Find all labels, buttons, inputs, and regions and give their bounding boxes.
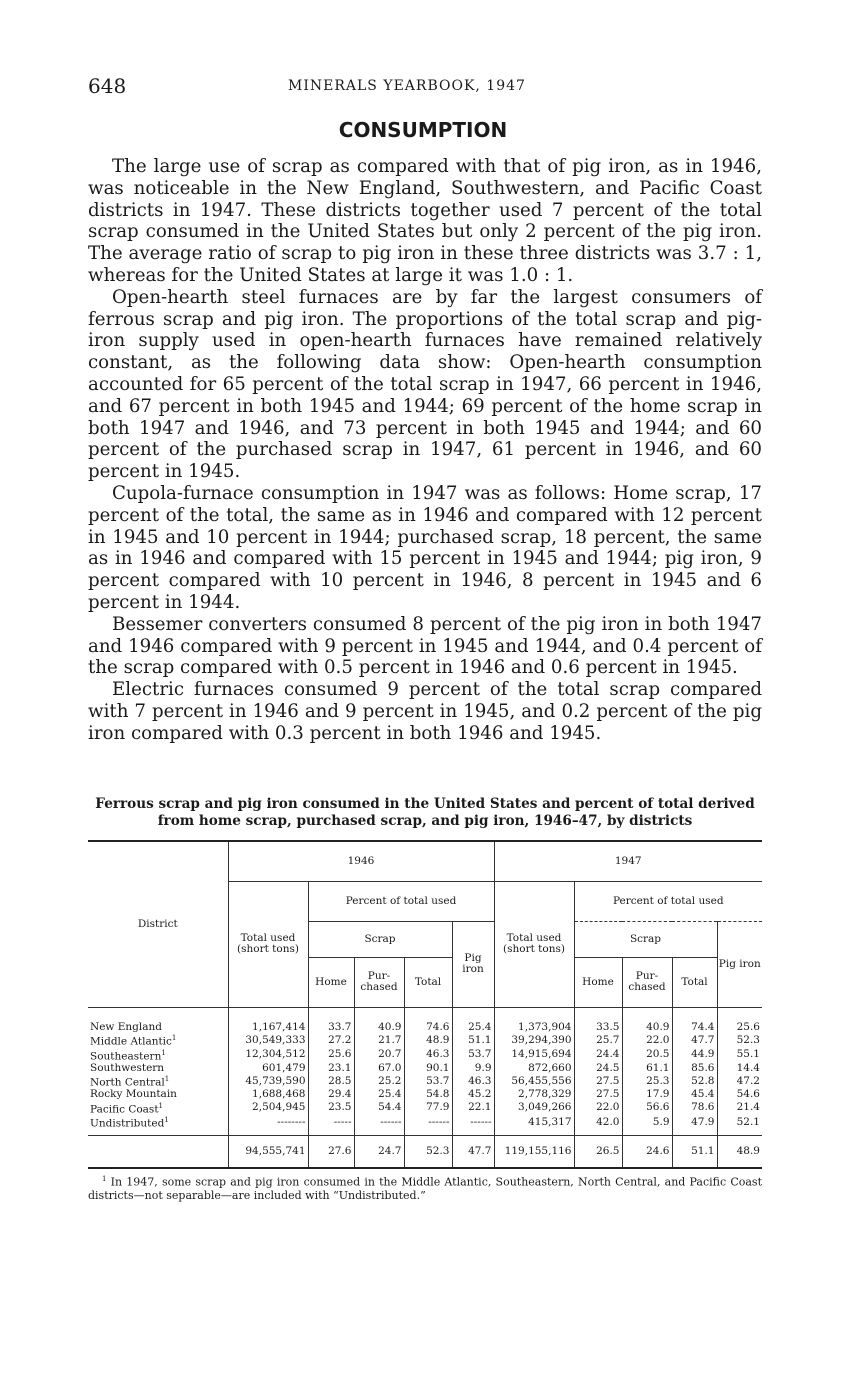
purchased-1946: 67.0 (354, 1062, 404, 1074)
purchased-1946: 24.7 (354, 1136, 404, 1168)
district-name (88, 1074, 228, 1089)
home-1947: 42.0 (574, 1115, 622, 1130)
home-1946: 28.5 (308, 1074, 354, 1089)
pig-iron-1947: 14.4 (717, 1062, 762, 1074)
home-1947: 24.4 (574, 1048, 622, 1063)
table-row (88, 1021, 762, 1033)
column-header-total-used-1946: Total used (short tons) (228, 881, 308, 1007)
pig-iron-1946: 9.9 (452, 1062, 494, 1074)
district-label: Middle Atlantic (90, 1035, 172, 1048)
pig-iron-1947: 55.1 (717, 1048, 762, 1063)
pig-iron-1946: 46.3 (452, 1074, 494, 1089)
total-used-1947: 56,455,556 (494, 1074, 574, 1089)
total-used-1947: 2,778,329 (494, 1089, 574, 1101)
home-1947: 22.0 (574, 1101, 622, 1116)
scrap-total-1947: 78.6 (672, 1101, 717, 1116)
column-header-pig-iron-1947: Pig iron (717, 921, 762, 1007)
district-label: Rocky Mountain (90, 1088, 177, 1100)
paragraph: The large use of scrap as compared with that of pig iron, as in 1946, was noticeable in the New England, Southwestern, and Pacific Coast districts in 1947. These districts together used 7 percent of the total scrap consumed in the United States but only 2 percent of the pig iron. The average ratio of scrap to pig iron in these three districts was 3.7 : 1, whereas for the United States at large it was 1.0 : 1. (88, 156, 762, 286)
home-1946: 25.6 (308, 1048, 354, 1063)
table-body (88, 1007, 762, 1136)
scrap-total-1946: 74.6 (404, 1021, 452, 1033)
total-used-1947: 872,660 (494, 1062, 574, 1074)
column-header-percent-1947: Percent of total used (574, 881, 762, 921)
home-1947: 24.5 (574, 1062, 622, 1074)
district-label: Southeastern (90, 1050, 162, 1062)
pig-iron-1947: 47.2 (717, 1074, 762, 1089)
footnote-ref: 1 (171, 1034, 177, 1042)
table-row (88, 1115, 762, 1130)
body-text (88, 156, 762, 745)
home-1947: 26.5 (574, 1136, 622, 1168)
scrap-total-1947: 44.9 (672, 1048, 717, 1063)
total-used-1946: 1,688,468 (228, 1089, 308, 1101)
pig-iron-1947: 52.3 (717, 1033, 762, 1048)
scrap-total-1946: 90.1 (404, 1062, 452, 1074)
pig-iron-1947: 48.9 (717, 1136, 762, 1168)
paragraph: Electric furnaces consumed 9 percent of the total scrap compared with 7 percent in 1946 and 9 percent in 1945, and 0.2 percent of the pig iron compared with 0.3 percent in both 1946 and 1945. (88, 679, 762, 744)
purchased-1947: 20.5 (622, 1048, 672, 1063)
home-1946: 27.6 (308, 1136, 354, 1168)
purchased-1946: 25.4 (354, 1089, 404, 1101)
table-caption: Ferrous scrap and pig iron consumed in the United States and percent of total derived from home scrap, purchased scrap, and pig iron, 1946–47, by districts (95, 796, 755, 829)
district-label: Undistributed (90, 1117, 165, 1130)
paragraph: Bessemer converters consumed 8 percent of the pig iron in both 1947 and 1946 compared with 9 percent in 1945 and 1944, and 0.4 percent of the scrap compared with 0.5 percent in 1946 and 0.6 percent in 1945. (88, 613, 762, 679)
home-1947: 33.5 (574, 1021, 622, 1033)
section-title: CONSUMPTION (338, 118, 508, 142)
pig-iron-1946: 22.1 (452, 1101, 494, 1116)
column-header-scrap-1947: Scrap (574, 921, 717, 957)
footnote-ref: 1 (164, 1116, 169, 1124)
scrap-total-1947: 51.1 (672, 1136, 717, 1168)
purchased-1947: 17.9 (622, 1089, 672, 1101)
total-used-1947: 119,155,116 (494, 1136, 574, 1168)
scrap-total-1946: 46.3 (404, 1048, 452, 1063)
scrap-total-1946: 77.9 (404, 1101, 452, 1116)
home-1947: 27.5 (574, 1089, 622, 1101)
scrap-total-1947: 74.4 (672, 1021, 717, 1033)
column-header-pig-iron-1946: Pig iron (452, 921, 494, 1007)
district-name (88, 1033, 228, 1048)
total-used-1947: 39,294,390 (494, 1033, 574, 1048)
column-header-home-1947: Home (574, 957, 622, 1007)
home-1947: 25.7 (574, 1033, 622, 1048)
pig-iron-1946: 45.2 (452, 1089, 494, 1101)
purchased-1946: ------ (354, 1115, 404, 1130)
page-header (88, 74, 768, 98)
footnote-ref: 1 (161, 1048, 166, 1057)
total-used-1947: 415,317 (494, 1115, 574, 1130)
table-row (88, 1048, 762, 1063)
home-1946: 23.1 (308, 1062, 354, 1074)
total-used-1946: 601,479 (228, 1062, 308, 1074)
scrap-total-1947: 47.9 (672, 1115, 717, 1130)
column-header-percent-1946: Percent of total used (308, 881, 494, 921)
purchased-1946: 40.9 (354, 1021, 404, 1033)
footnote-ref: 1 (164, 1075, 170, 1083)
pig-iron-1946: 47.7 (452, 1136, 494, 1168)
total-used-1947: 1,373,904 (494, 1021, 574, 1033)
home-1946: 33.7 (308, 1021, 354, 1033)
consumption-table (88, 840, 762, 1169)
footnote-text: In 1947, some scrap and pig iron consumed in the Middle Atlantic, Southeastern, North Central, and Pacific Coast districts—not separable—are included with “Undistributed.” (88, 1175, 763, 1202)
total-used-1947: 14,915,694 (494, 1048, 574, 1063)
purchased-1947: 22.0 (622, 1033, 672, 1048)
total-used-1946: 2,504,945 (228, 1101, 308, 1116)
total-used-1946: 94,555,741 (228, 1136, 308, 1168)
table-row (88, 1033, 762, 1048)
running-title: MINERALS YEARBOOK, 1947 (288, 78, 526, 94)
pig-iron-1946: ------ (452, 1115, 494, 1130)
pig-iron-1947: 54.6 (717, 1089, 762, 1101)
district-label: Pacific Coast (90, 1103, 159, 1115)
total-used-1946: 45,739,590 (228, 1074, 308, 1089)
total-used-1947: 3,049,266 (494, 1101, 574, 1116)
paragraph: Cupola-furnace consumption in 1947 was as follows: Home scrap, 17 percent of the total, the same as in 1946 and compared with 12 percent in 1945 and 10 percent in 1944; purchased scrap, 18 percent, the same as in 1946 and compared with 15 percent in 1945 and 1944; pig iron, 9 percent compared with 10 percent in 1946, 8 percent in 1945 and 6 percent in 1944. (88, 482, 762, 613)
pig-iron-1947: 25.6 (717, 1021, 762, 1033)
home-1946: 23.5 (308, 1101, 354, 1116)
column-header-total-used-1947: Total used (short tons) (494, 881, 574, 1007)
district-label: New England (90, 1020, 162, 1033)
column-header-scrap-total-1947: Total (672, 957, 717, 1007)
district-name (88, 1115, 228, 1130)
table-row (88, 1089, 762, 1101)
footnote (88, 1173, 762, 1202)
purchased-1947: 56.6 (622, 1101, 672, 1116)
column-header-1946: 1946 (228, 841, 494, 881)
total-used-1946: 1,167,414 (228, 1021, 308, 1033)
pig-iron-1947: 21.4 (717, 1101, 762, 1116)
district-name (88, 1101, 228, 1116)
home-1946: 27.2 (308, 1033, 354, 1048)
column-header-purchased-1946: Pur-chased (354, 957, 404, 1007)
purchased-1947: 24.6 (622, 1136, 672, 1168)
purchased-1947: 40.9 (622, 1021, 672, 1033)
column-header-1947: 1947 (494, 841, 762, 881)
scrap-total-1946: 52.3 (404, 1136, 452, 1168)
footnote-marker: 1 (102, 1175, 107, 1183)
column-header-scrap-total-1946: Total (404, 957, 452, 1007)
home-1947: 27.5 (574, 1074, 622, 1089)
scrap-total-1946: ------ (404, 1115, 452, 1130)
table-row (88, 1101, 762, 1116)
district-name (88, 1048, 228, 1063)
column-header-scrap-1946: Scrap (308, 921, 452, 957)
column-header-home-1946: Home (308, 957, 354, 1007)
district-name (88, 1089, 228, 1101)
footnote-ref: 1 (158, 1101, 164, 1110)
scrap-total-1946: 53.7 (404, 1074, 452, 1089)
purchased-1947: 5.9 (622, 1115, 672, 1130)
pig-iron-1946: 25.4 (452, 1021, 494, 1033)
page-number: 648 (88, 74, 127, 98)
column-header-district: District (88, 841, 228, 1007)
column-header-purchased-1947: Pur-chased (622, 957, 672, 1007)
scrap-total-1947: 52.8 (672, 1074, 717, 1089)
district-name (88, 1062, 228, 1074)
scrap-total-1946: 54.8 (404, 1089, 452, 1101)
table-row (88, 1062, 762, 1074)
total-used-1946: -------- (228, 1115, 308, 1130)
scrap-total-1947: 45.4 (672, 1089, 717, 1101)
home-1946: 29.4 (308, 1089, 354, 1101)
paragraph: Open-hearth steel furnaces are by far the largest consumers of ferrous scrap and pig iron. The proportions of the total scrap and pig-iron supply used in open-hearth furnaces have remained relatively constant, as the following data show: Open-hearth consumption accounted for 65 percent of the total scrap in 1947, 66 percent in 1946, and 67 percent in both 1945 and 1944; 69 percent of the home scrap in both 1947 and 1946, and 73 percent in both 1945 and 1944; and 60 percent of the purchased scrap in 1947, 61 percent in 1946, and 60 percent in 1945. (88, 286, 762, 483)
totals-row (88, 1136, 762, 1168)
total-used-1946: 12,304,512 (228, 1048, 308, 1063)
pig-iron-1946: 53.7 (452, 1048, 494, 1063)
purchased-1947: 25.3 (622, 1074, 672, 1089)
district-name (88, 1021, 228, 1033)
purchased-1946: 25.2 (354, 1074, 404, 1089)
purchased-1946: 20.7 (354, 1048, 404, 1063)
scrap-total-1946: 48.9 (404, 1033, 452, 1048)
home-1946: ----- (308, 1115, 354, 1130)
purchased-1946: 21.7 (354, 1033, 404, 1048)
total-used-1946: 30,549,333 (228, 1033, 308, 1048)
district-label: Southwestern (90, 1061, 165, 1074)
pig-iron-1946: 51.1 (452, 1033, 494, 1048)
table-row (88, 1074, 762, 1089)
scrap-total-1947: 85.6 (672, 1062, 717, 1074)
pig-iron-1947: 52.1 (717, 1115, 762, 1130)
purchased-1947: 61.1 (622, 1062, 672, 1074)
district-label: North Central (90, 1076, 165, 1089)
scrap-total-1947: 47.7 (672, 1033, 717, 1048)
purchased-1946: 54.4 (354, 1101, 404, 1116)
